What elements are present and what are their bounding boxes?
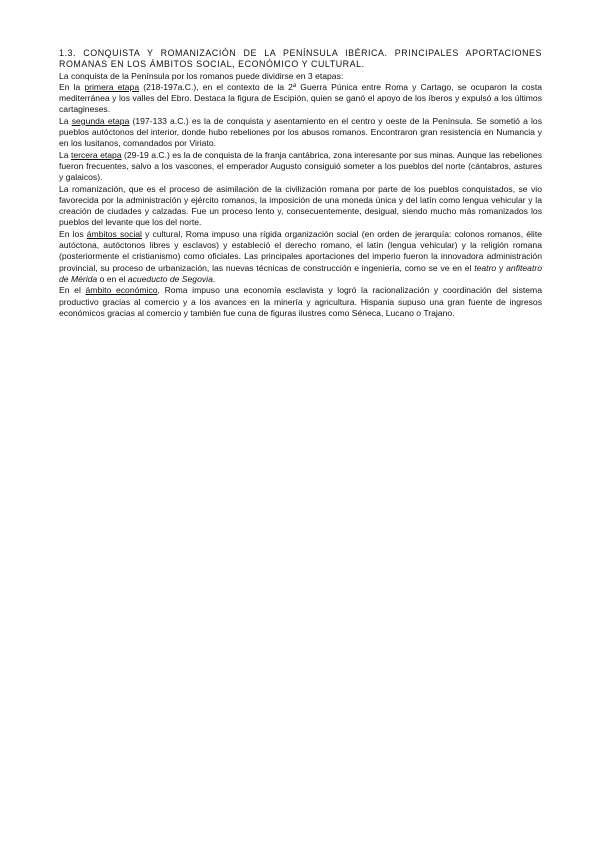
paragraph-lead: En el xyxy=(59,285,86,296)
economic-paragraph xyxy=(59,285,542,319)
social-term: ámbitos social xyxy=(86,228,142,239)
anfiteatro-italic: anfiteatro de Mérida xyxy=(59,262,542,284)
paragraph-lead: En la xyxy=(59,81,85,92)
teatro-italic: teatro xyxy=(474,262,497,273)
paragraph-text: y xyxy=(496,262,507,273)
paragraph-text: (197-133 a.C.) es la de conquista y asentamiento en el centro y oeste de la Península. Se sometió a los pueblos autóctonos del interior, donde hubo rebeliones por los abusos romanos. Encontraron gran resistencia en Numancia y en los lusitanos, comandados por Viriato. xyxy=(59,115,543,149)
paragraph-text: (218-197a.C.), en el contexto de la 2 xyxy=(139,81,293,92)
document-title: 1.3. CONQUISTA Y ROMANIZACIÓN DE LA PENÍNSULA IBÉRICA. PRINCIPALES APORTACIONES ROMANAS EN LOS ÁMBITOS SOCIAL, ECONÓMICO Y CULTURAL. xyxy=(59,48,542,70)
first-stage-paragraph xyxy=(59,82,542,116)
paragraph-text: (29-19 a.C.) es la de conquista de la franja cantábrica, zona interesante por sus minas. Aunque las rebeliones fueron frecuentes, salvo a los vascones, el emperador Augusto consiguió someter a los pueblos del norte (cántabros, astures y galaicos). xyxy=(59,149,542,183)
economic-term: ámbito económico xyxy=(85,285,158,296)
acueducto-italic: acueducto de Segovia xyxy=(127,273,213,284)
third-stage-paragraph xyxy=(59,150,542,184)
paragraph-text: . xyxy=(212,273,216,284)
paragraph-lead: La xyxy=(59,149,71,160)
intro-paragraph: La conquista de la Península por los romanos puede dividirse en 3 etapas: xyxy=(59,70,344,81)
ordinal-superscript: a xyxy=(292,82,297,89)
paragraph-lead: En los xyxy=(59,228,87,239)
social-cultural-paragraph xyxy=(59,229,542,285)
paragraph-text: o en el xyxy=(97,273,128,284)
romanization-paragraph: La romanización, que es el proceso de asimilación de la civilización romana por parte de los pueblos conquistados, se vio favorecida por la administración y ejército romanos, la imposición de una moneda única y del latín como lengua vehicular y la creación de ciudades y calzadas. Fue un proceso lento y, consecuentemente, desigual, siendo mucho más romanizados los pueblos del levante que los del norte. xyxy=(59,183,542,228)
first-stage-term: primera etapa xyxy=(84,81,140,92)
paragraph-lead: La xyxy=(59,115,72,126)
paragraph-text: Guerra Púnica entre Roma y Cartago, se ocuparon la costa mediterránea y los valles del Ebro. Destaca la figura de Escipión, quien se ganó el apoyo de los íberos y expulsó a los últimos cartagineses. xyxy=(59,81,542,115)
second-stage-paragraph xyxy=(59,116,542,150)
paragraph-text: , Roma impuso una economía esclavista y logró la racionalización y coordinación del sistema productivo gracias al comercio y a los avances en la minería y agricultura. Hispania supuso una gran fuente de ingresos económicos gracias al comercio y también fue cuna de figuras ilustres como Séneca, Lucano o Trajano. xyxy=(59,285,542,318)
second-stage-term: segunda etapa xyxy=(71,115,130,126)
document-page xyxy=(59,48,542,319)
third-stage-term: tercera etapa xyxy=(70,149,122,160)
paragraph-text: y cultural, Roma impuso una rígida organización social (en orden de jerarquía: colonos romanos, élite autóctona, autóctonos libres y esclavos) y estableció el derecho romano, el latín (lengua vehicular) y la religión romana (posteriormente el cristianismo) como oficiales. Las principales aportaciones del imperio fueron la innovadora administración provincial, su proceso de urbanización, las nuevas técnicas de construcción e ingeniería, como se ve en el xyxy=(59,228,542,273)
